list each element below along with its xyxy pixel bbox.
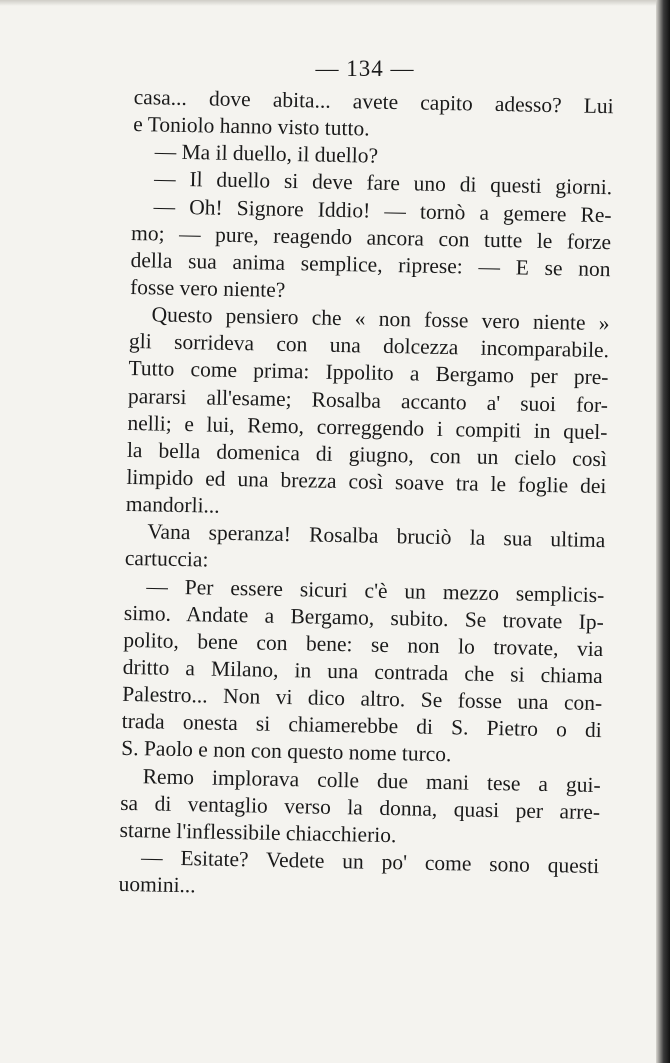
body-text	[118, 84, 614, 907]
text-line: — Esitate? Vedete un po' come sono questi	[140, 845, 600, 879]
text-line: pararsi all'esame; Rosalba accanto a' suoi for-	[127, 383, 609, 417]
text-line: casa... dove abita... avete capito adesso? Lui	[133, 84, 614, 119]
text-line: Tutto come prima: Ippolito a Bergamo per pre-	[128, 356, 609, 390]
text-line: la bella domenica di giugno, con un cielo così	[126, 437, 608, 471]
text-line: uomini...	[118, 871, 196, 898]
text-line: mandorli...	[125, 492, 220, 518]
text-line: sa di ventaglio verso la donna, quasi per arre-	[119, 790, 601, 824]
text-line: nelli; e lui, Remo, correggendo i compiti in quel-	[127, 410, 608, 444]
text-line: limpido ed una brezza così soave tra le foglie dei	[126, 464, 607, 499]
text-line: polito, bene con bene: se non lo trovate, via	[123, 627, 604, 661]
text-line: della sua anima semplice, riprese: — E se non	[130, 247, 611, 282]
text-line: — Il duello si deve fare uno di questi giorni.	[153, 166, 613, 200]
page-number: — 134 —	[315, 56, 415, 81]
text-line: e Toniolo hanno visto tutto.	[132, 112, 370, 141]
text-line: Vana speranza! Rosalba bruciò la sua ultima	[147, 519, 606, 553]
text-line: — Ma il duello, il duello?	[154, 139, 379, 168]
text-line: Questo pensiero che « non fosse vero niente »	[151, 302, 610, 336]
text-line: gli sorrideva con una dolcezza incomparabile.	[128, 329, 610, 363]
text-line: simo. Andate a Bergamo, subito. Se trovate Ip-	[123, 600, 604, 634]
text-line: Palestro... Non vi dico altro. Se fosse una con-	[122, 681, 603, 716]
text-line: cartuccia:	[124, 546, 209, 572]
text-line: starne l'inflessibile chiacchierio.	[119, 817, 397, 847]
text-line: mo; — pure, reagendo ancora con tutte le forze	[130, 220, 612, 254]
text-line: trada onesta si chiamerebbe di S. Pietro o di	[121, 709, 602, 743]
text-line: dritto a Milano, in una contrada che si chiama	[122, 654, 603, 689]
page-binding-edge	[656, 0, 670, 1063]
text-line: fosse vero niente?	[129, 274, 286, 302]
text-line: Remo implorava colle due mani tese a gui-	[142, 763, 601, 797]
text-line: — Per essere sicuri c'è un mezzo semplicis-	[146, 573, 605, 607]
page-top-shadow	[0, 0, 670, 6]
text-line: — Oh! Signore Iddio! — tornò a gemere Re-	[153, 193, 612, 227]
text-line: S. Paolo e non con questo nome turco.	[121, 736, 452, 767]
